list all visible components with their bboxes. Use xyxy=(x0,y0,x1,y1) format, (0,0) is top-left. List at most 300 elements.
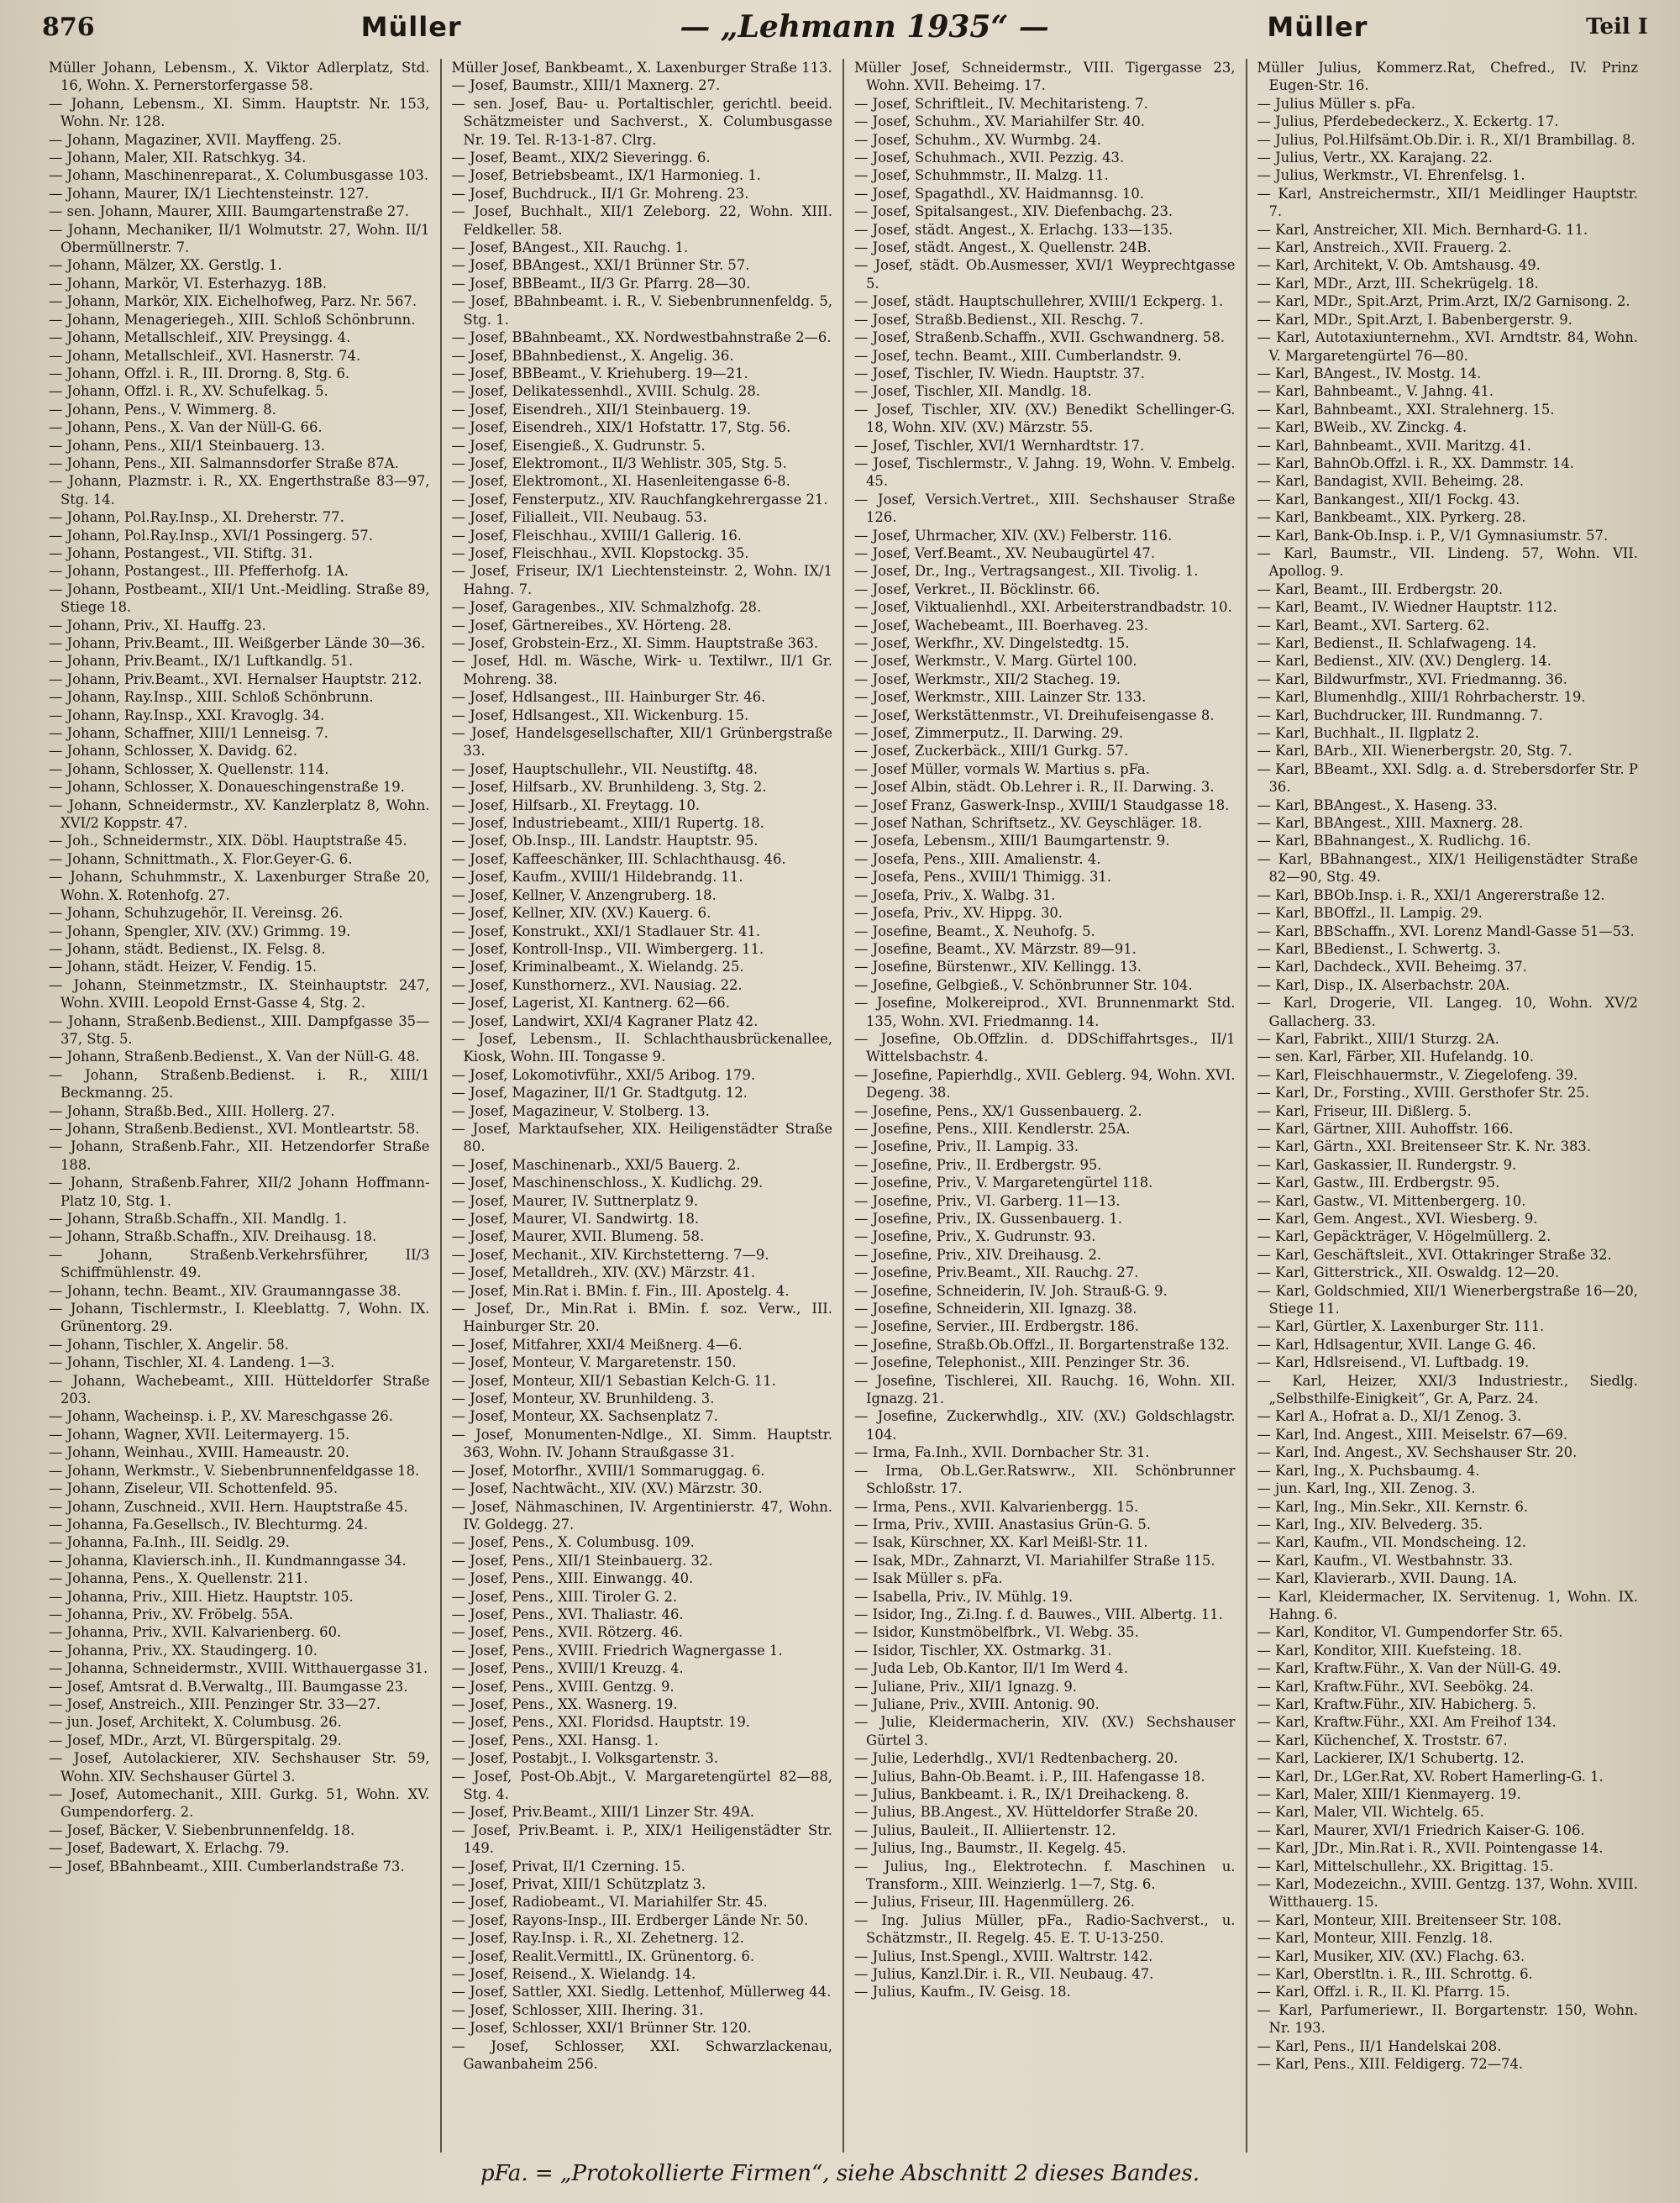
directory-entry: — Josefine, Straßb.Ob.Offzl., II. Borgartenstraße 132. xyxy=(854,1336,1230,1353)
directory-entry: — Karl, Bankangest., XII/1 Fockg. 43. xyxy=(1257,491,1520,507)
directory-entry: — Josefine, Gelbgieß., V. Schönbrunner Str. 104. xyxy=(854,976,1193,993)
directory-entry: — Karl, Gärtner, XIII. Auhoffstr. 166. xyxy=(1257,1120,1514,1137)
directory-entry: Müller Josef, Schneidermstr., VIII. Tigergasse 23, Wohn. XVII. Beheimg. 17. xyxy=(854,60,1236,94)
directory-entry: — Josefine, Servier., III. Erdbergstr. 186. xyxy=(854,1318,1139,1335)
directory-entry: — Josef, Pens., XII/1 Steinbauerg. 32. xyxy=(451,1552,713,1569)
directory-entry: — Johanna, Fa.Inh., III. Seidlg. 29. xyxy=(49,1534,290,1551)
directory-entry: — Josef, Eisengieß., X. Gudrunstr. 5. xyxy=(451,437,706,454)
directory-entry: — Johann, Lebensm., XI. Simm. Hauptstr. Nr. 153, Wohn. Nr. 128. xyxy=(49,95,430,130)
directory-entry: — Josef, Amtsrat d. B.Verwaltg., III. Baumgasse 23. xyxy=(49,1678,408,1695)
directory-entry: — Josefine, Priv.Beamt., XII. Rauchg. 27. xyxy=(854,1264,1139,1281)
directory-entry: — Johann, Pol.Ray.Insp., XVI/1 Possingerg. 57. xyxy=(49,527,373,544)
directory-entry: — Josef, Beamt., XIX/2 Sieveringg. 6. xyxy=(451,150,711,166)
directory-entry: — Julius, Kaufm., IV. Geisg. 18. xyxy=(854,1984,1071,2001)
directory-entry: — Josef, Min.Rat i. BMin. f. Fin., III. Apostelg. 4. xyxy=(451,1282,790,1299)
directory-entry: — Karl, Kraftw.Führ., XIV. Habicherg. 5. xyxy=(1257,1696,1536,1712)
directory-entry: — Josef, Maurer, VI. Sandwirtg. 18. xyxy=(451,1211,700,1227)
directory-entry: — Josefine, Tischlerei, XII. Rauchg. 16, Wohn. XII. Ignazg. 21. xyxy=(854,1372,1236,1407)
directory-entry: — Josef, Monteur, XII/1 Sebastian Kelch-G. 11. xyxy=(451,1372,776,1389)
directory-entry: — Josef, Landwirt, XXI/4 Kagraner Platz 42. xyxy=(451,1012,759,1029)
directory-entry: — Karl, Offzl. i. R., II. Kl. Pfarrg. 15. xyxy=(1257,1984,1510,2001)
directory-entry: — Johann, Pens., XII. Salmannsdorfer Straße 87A. xyxy=(49,455,399,471)
directory-entry: — Karl, Bedienst., XIV. (XV.) Denglerg. 14. xyxy=(1257,653,1552,670)
directory-entry: — Karl, Autotaxiunternehm., XVI. Arndtstr. 84, Wohn. V. Margaretengürtel 76—80. xyxy=(1257,329,1638,364)
directory-entry: — Karl, Modezeichn., XVIII. Gentzg. 137, Wohn. XVIII. Witthauerg. 15. xyxy=(1257,1876,1638,1911)
directory-entry: — Josef, Betriebsbeamt., IX/1 Harmonieg. 1. xyxy=(451,167,761,184)
directory-entry: — Karl, Dr., Forsting., XVIII. Gersthofer Str. 25. xyxy=(1257,1085,1590,1102)
directory-entry: — Johann, Wacheinsp. i. P., XV. Mareschgasse 26. xyxy=(49,1408,394,1425)
column-1 xyxy=(49,59,440,2153)
directory-entry: — Josef, Pens., XVII. Rötzerg. 46. xyxy=(451,1624,683,1641)
directory-entry: — Julius, Bauleit., II. Alliiertenstr. 12. xyxy=(854,1822,1116,1838)
directory-entry: — Johann, Offzl. i. R., III. Drorng. 8, Stg. 6. xyxy=(49,365,350,381)
directory-entry: — Karl, Konditor, VI. Gumpendorfer Str. 65. xyxy=(1257,1624,1563,1641)
directory-entry: — Johann, Markör, XIX. Eichelhofweg, Parz. Nr. 567. xyxy=(49,293,417,310)
directory-entry: — Josef, Spitalsangest., XIV. Diefenbachg. 23. xyxy=(854,203,1173,220)
directory-entry: — Josef, Tischler, XVI/1 Wernhardtstr. 17. xyxy=(854,437,1145,454)
directory-entry: — Josef, Post-Ob.Abjt., V. Margaretengürtel 82—88, Stg. 4. xyxy=(451,1768,832,1802)
directory-entry: — Josef, BAngest., XII. Rauchg. 1. xyxy=(451,239,689,256)
directory-entry: — Karl, Blumenhdlg., XIII/1 Rohrbacherstr. 19. xyxy=(1257,689,1586,706)
directory-entry: — Josefa, Pens., XVIII/1 Thimigg. 31. xyxy=(854,869,1112,886)
directory-entry: — Josef, Magazineur, V. Stolberg. 13. xyxy=(451,1102,710,1119)
directory-entry: — Josefa, Priv., X. Walbg. 31. xyxy=(854,886,1056,903)
directory-entry: — Josef, Ray.Insp. i. R., XI. Zehetnerg. 12. xyxy=(451,1930,744,1947)
directory-entry: — Josef, Uhrmacher, XIV. (XV.) Felberstr. 116. xyxy=(854,527,1173,544)
directory-entry: — Johann, Priv.Beamt., III. Weißgerber Lände 30—36. xyxy=(49,635,426,651)
directory-entry: — Karl, Dachdeck., XVII. Beheimg. 37. xyxy=(1257,959,1527,975)
footer-note: pFa. = „Protokollierte Firmen“, siehe Abschnitt 2 dieses Bandes. xyxy=(480,2161,1200,2186)
directory-entry: — Johanna, Priv., XIII. Hietz. Hauptstr. 105. xyxy=(49,1588,354,1605)
directory-entry: — Karl, Monteur, XIII. Fenzlg. 18. xyxy=(1257,1930,1494,1947)
directory-entry: — Josef, Werkmstr., XIII. Lainzer Str. 133. xyxy=(854,689,1147,706)
directory-columns xyxy=(49,59,1648,2153)
directory-entry: — Josef, Hilfsarb., XI. Freytagg. 10. xyxy=(451,797,701,813)
directory-entry: — Johann, Metallschleif., XVI. Hasnerstr. 74. xyxy=(49,347,361,364)
directory-entry: — Josefine, Papierhdlg., XVII. Geblerg. 94, Wohn. XVI. Degeng. 38. xyxy=(854,1066,1236,1102)
directory-entry: — Johann, Pens., XII/1 Steinbauerg. 13. xyxy=(49,437,325,454)
directory-entry: — Karl, BBahnangest., X. Rudlichg. 16. xyxy=(1257,833,1531,849)
directory-entry: — Johann, Straßenb.Bedienst. i. R., XIII/1 Beckmanng. 25. xyxy=(49,1066,430,1102)
directory-entry: — Josef, Delikatessenhdl., XVIII. Schulg. 28. xyxy=(451,383,760,400)
directory-entry: — Josef, Baumstr., XIII/1 Maxnerg. 27. xyxy=(451,77,721,94)
directory-entry: — Karl, Ing., X. Puchsbaumg. 4. xyxy=(1257,1462,1480,1479)
directory-entry: — Karl, Bahnbeamt., V. Jahng. 41. xyxy=(1257,383,1494,400)
directory-entry: — Johann, Offzl. i. R., XV. Schufelkag. 5. xyxy=(49,383,328,400)
directory-entry: — Ing. Julius Müller, pFa., Radio-Sachverst., u. Schätzmstr., II. Regelg. 45. E. T. U-13-250. xyxy=(854,1911,1236,1947)
directory-entry: — Johann, Straßb.Schaffn., XII. Mandlg. 1. xyxy=(49,1211,347,1227)
directory-entry: — Karl, MDr., Spit.Arzt, Prim.Arzt, IX/2 Garnisong. 2. xyxy=(1257,293,1630,310)
directory-entry: — Johann, Straßb.Bed., XIII. Hollerg. 27. xyxy=(49,1102,335,1119)
directory-entry: — Josef, Privat, II/1 Czerning. 15. xyxy=(451,1858,685,1874)
directory-entry: — sen. Johann, Maurer, XIII. Baumgartenstraße 27. xyxy=(49,203,409,220)
directory-entry: — Josef, Handelsgesellschafter, XII/1 Grünbergstraße 33. xyxy=(451,725,832,760)
directory-entry: — Karl, Bildwurfmstr., XVI. Friedmanng. 36. xyxy=(1257,670,1567,687)
directory-entry: — Irma, Ob.L.Ger.Ratswrw., XII. Schönbrunner Schloßstr. 17. xyxy=(854,1462,1236,1497)
directory-entry: — Josef, Ob.Insp., III. Landstr. Hauptstr. 95. xyxy=(451,833,759,849)
directory-entry: — Josef, Metalldreh., XIV. (XV.) Märzstr. 41. xyxy=(451,1264,756,1281)
directory-entry: — Karl, Bandagist, XVII. Beheimg. 28. xyxy=(1257,473,1525,490)
directory-entry: — Josefine, Beamt., XV. Märzstr. 89—91. xyxy=(854,940,1137,957)
directory-entry: — Karl, Bedienst., II. Schlafwageng. 14. xyxy=(1257,635,1536,651)
directory-entry: — Josef, Lokomotivführ., XXI/5 Aribog. 179. xyxy=(451,1066,756,1083)
directory-entry: — Josef, Postabjt., I. Volksgartenstr. 3. xyxy=(451,1750,719,1767)
directory-entry: — Johann, Ray.Insp., XIII. Schloß Schönbrunn. xyxy=(49,689,374,706)
directory-entry: — Julius, Ing., Elektrotechn. f. Maschinen u. Transform., XIII. Weinzierlg. 1—7, Stg. 6. xyxy=(854,1858,1236,1893)
directory-entry: — Johann, Pol.Ray.Insp., XI. Dreherstr. 77. xyxy=(49,509,344,526)
directory-entry: — Johann, Mälzer, XX. Gerstlg. 1. xyxy=(49,257,282,274)
directory-entry: — Johann, Straßenb.Bedienst., XVI. Montleartstr. 58. xyxy=(49,1120,420,1137)
directory-entry: — Johann, Ray.Insp., XXI. Kravoglg. 34. xyxy=(49,707,325,723)
directory-entry: — Karl, Dr., LGer.Rat, XV. Robert Hamerling-G. 1. xyxy=(1257,1768,1604,1785)
directory-entry: — Josef, Tischlermstr., V. Jahng. 19, Wohn. V. Embelg. 45. xyxy=(854,455,1236,490)
directory-entry: — Johanna, Fa.Gesellsch., IV. Blechturmg. 24. xyxy=(49,1516,369,1533)
directory-entry: — Karl, Hdlsagentur, XVII. Lange G. 46. xyxy=(1257,1336,1536,1353)
directory-entry: — Johann, Priv.Beamt., IX/1 Luftkandlg. 51. xyxy=(49,653,354,670)
directory-entry: — Josefa, Priv., XV. Hippg. 30. xyxy=(854,905,1063,922)
directory-entry: — sen. Josef, Bau- u. Portaltischler, gerichtl. beeid. Schätzmeister und Sachverst., X. Columbusgasse Nr. 19. Tel. R-13-1-87. Clrg. xyxy=(451,95,832,148)
directory-entry: — Josef, Friseur, IX/1 Liechtensteinstr. 2, Wohn. IX/1 Hahng. 7. xyxy=(451,563,832,597)
directory-entry: — Karl, MDr., Spit.Arzt, I. Babenbergerstr. 9. xyxy=(1257,311,1572,328)
directory-entry: — Johann, techn. Beamt., XIV. Graumanngasse 38. xyxy=(49,1282,402,1299)
column-4 xyxy=(1246,59,1649,2153)
directory-entry: — Josef, Konstrukt., XXI/1 Stadlauer Str. 41. xyxy=(451,923,761,939)
directory-entry: — Josef, Maschinenarb., XXI/5 Bauerg. 2. xyxy=(451,1156,741,1173)
directory-entry: — Karl, Parfumeriewr., II. Borgartenstr. 150, Wohn. Nr. 193. xyxy=(1257,2001,1638,2037)
directory-entry: — Josef, Tischler, IV. Wiedn. Hauptstr. 37. xyxy=(854,365,1145,381)
directory-entry: — Julius, Pol.Hilfsämt.Ob.Dir. i. R., XI/1 Brambillag. 8. xyxy=(1257,131,1635,148)
directory-entry: — Josef, Gärtnereibes., XV. Hörteng. 28. xyxy=(451,617,732,634)
directory-entry: — Josefine, Priv., VI. Garberg. 11—13. xyxy=(854,1192,1121,1209)
directory-entry: — Josef, techn. Beamt., XIII. Cumberlandstr. 9. xyxy=(854,347,1182,364)
directory-entry: — Josef, Garagenbes., XIV. Schmalzhofg. 28. xyxy=(451,599,762,616)
directory-entry: — Josef, Grobstein-Erz., XI. Simm. Hauptstraße 363. xyxy=(451,635,819,651)
directory-entry: — Johann, Mechaniker, II/1 Wolmutstr. 27, Wohn. II/1 Obermüllnerstr. 7. xyxy=(49,221,430,256)
directory-entry: — Johann, Pens., X. Van der Nüll-G. 66. xyxy=(49,419,323,436)
directory-entry: — Karl, Anstreichermstr., XII/1 Meidlinger Hauptstr. 7. xyxy=(1257,185,1638,220)
directory-entry: — Karl, Kaufm., VII. Mondscheing. 12. xyxy=(1257,1534,1526,1551)
directory-entry: — Johanna, Klaviersch.inh., II. Kundmanngasse 34. xyxy=(49,1552,407,1569)
directory-entry: — Julius, Kanzl.Dir. i. R., VII. Neubaug. 47. xyxy=(854,1966,1154,1983)
directory-entry: — Johann, Steinmetzmstr., IX. Steinhauptstr. 247, Wohn. XVIII. Leopold Ernst-Gasse 4, Stg. 2. xyxy=(49,976,430,1012)
directory-entry: — Karl, Klavierarb., XVII. Daung. 1A. xyxy=(1257,1570,1517,1587)
directory-entry: — Josefine, Priv., V. Margaretengürtel 118. xyxy=(854,1175,1153,1191)
directory-entry: — Josef, Kriminalbeamt., X. Wielandg. 25. xyxy=(451,959,744,975)
directory-entry: — Karl, Gem. Angest., XVI. Wiesberg. 9. xyxy=(1257,1211,1538,1227)
directory-entry: — Josef, Werkmstr., XII/2 Stacheg. 19. xyxy=(854,670,1121,687)
directory-entry: — Josef, BBahnbeamt., XX. Nordwestbahnstraße 2—6. xyxy=(451,329,832,346)
directory-entry: — Karl, Ing., Min.Sekr., XII. Kernstr. 6. xyxy=(1257,1498,1529,1515)
directory-entry: — Karl, Bank-Ob.Insp. i. P., V/1 Gymnasiumstr. 57. xyxy=(1257,527,1609,544)
directory-entry: — Josef, Fensterputz., XIV. Rauchfangkehrergasse 21. xyxy=(451,491,828,507)
directory-entry: — Josef, Badewart, X. Erlachg. 79. xyxy=(49,1840,290,1857)
directory-entry: — Josefine, Schneiderin, XII. Ignazg. 38. xyxy=(854,1301,1137,1317)
directory-entry: — Juliane, Priv., XVIII. Antonig. 90. xyxy=(854,1696,1100,1712)
directory-entry: — Karl, Goldschmied, XII/1 Wienerbergstraße 16—20, Stiege 11. xyxy=(1257,1282,1638,1317)
directory-entry: — Johann, Wagner, XVII. Leitermayerg. 15. xyxy=(49,1426,350,1443)
directory-entry: — Karl, Maurer, XVI/1 Friedrich Kaiser-G. 106. xyxy=(1257,1822,1585,1838)
directory-entry: — Josef, Hdlsangest., III. Hainburger Str. 46. xyxy=(451,689,766,706)
directory-entry: — Karl, Gaskassier, II. Rundergstr. 9. xyxy=(1257,1156,1517,1173)
directory-entry: — Julius, Bahn-Ob.Beamt. i. P., III. Hafengasse 18. xyxy=(854,1768,1205,1785)
directory-entry: — Josef, Schriftleit., IV. Mechitaristeng. 7. xyxy=(854,95,1148,112)
directory-entry: — Josef, Versich.Vertret., XIII. Sechshauser Straße 126. xyxy=(854,491,1236,526)
directory-entry: — Julius, Pferdebedeckerz., X. Eckertg. 17. xyxy=(1257,113,1559,130)
directory-entry: — Josef, Kunsthornerz., XVI. Nausiag. 22. xyxy=(451,976,743,993)
directory-entry: — Josef Müller, vormals W. Martius s. pFa. xyxy=(854,760,1150,777)
directory-entry: — Karl, BBSchaffn., XVI. Lorenz Mandl-Gasse 51—53. xyxy=(1257,923,1635,939)
directory-entry: — Josef, Schuhm., XV. Mariahilfer Str. 40. xyxy=(854,113,1145,130)
directory-entry: — Karl, Kleidermacher, IX. Servitenug. 1, Wohn. IX. Hahng. 6. xyxy=(1257,1588,1638,1622)
directory-entry: — Karl, Oberstltn. i. R., III. Schrottg. 6. xyxy=(1257,1966,1533,1983)
directory-entry: — Karl, Fabrikt., XIII/1 Sturzg. 2A. xyxy=(1257,1030,1499,1047)
directory-entry: — Josef, Monteur, XV. Brunhildeng. 3. xyxy=(451,1391,715,1407)
directory-entry: — Julius, Bankbeamt. i. R., IX/1 Dreihackeng. 8. xyxy=(854,1786,1189,1802)
directory-entry: — Johann, städt. Heizer, V. Fendig. 15. xyxy=(49,959,318,975)
directory-entry: — Josef, Dr., Min.Rat i. BMin. f. soz. Verw., III. Hainburger Str. 20. xyxy=(451,1301,832,1335)
directory-entry: — Josef, Werkstättenmstr., VI. Dreihufeisengasse 8. xyxy=(854,707,1215,723)
right-keyword: Müller xyxy=(1267,11,1368,43)
directory-entry: — Johann, Menageriegeh., XIII. Schloß Schönbrunn. xyxy=(49,311,416,328)
directory-entry: — sen. Karl, Färber, XII. Hufelandg. 10. xyxy=(1257,1049,1534,1065)
directory-entry: — Johann, Spengler, XIV. (XV.) Grimmg. 19. xyxy=(49,923,351,939)
directory-entry: — Karl, Maler, VII. Wichtelg. 65. xyxy=(1257,1804,1484,1821)
directory-entry: — Johann, Priv.Beamt., XVI. Hernalser Hauptstr. 212. xyxy=(49,670,423,687)
directory-entry: — Karl, Bankbeamt., XIX. Pyrkerg. 28. xyxy=(1257,509,1526,526)
directory-entry: — Karl, BBahnangest., XIX/1 Heiligenstädter Straße 82—90, Stg. 49. xyxy=(1257,850,1638,886)
directory-entry: — Josef, Filialleit., VII. Neubaug. 53. xyxy=(451,509,707,526)
directory-entry: — Josef, Schuhmmstr., II. Malzg. 11. xyxy=(854,167,1109,184)
directory-entry: — Johann, Schaffner, XIII/1 Lenneisg. 7. xyxy=(49,725,328,742)
directory-entry: — Karl, Heizer, XXI/3 Industriestr., Siedlg. „Selbsthilfe-Einigkeit“, Gr. A, Parz. 24. xyxy=(1257,1372,1638,1407)
directory-entry: — Karl, Kraftw.Führ., XVI. Seebökg. 24. xyxy=(1257,1678,1534,1695)
directory-entry: — Isak, MDr., Zahnarzt, VI. Mariahilfer Straße 115. xyxy=(854,1552,1215,1569)
directory-entry: — Johann, Tischler, XI. 4. Landeng. 1—3. xyxy=(49,1354,335,1371)
directory-entry: — Karl, Anstreicher, XII. Mich. Bernhard-G. 11. xyxy=(1257,221,1588,238)
directory-entry: — Josefine, Telephonist., XIII. Penzinger Str. 36. xyxy=(854,1354,1190,1371)
directory-entry: — Johann, Postangest., III. Pfefferhofg. 1A. xyxy=(49,563,349,580)
directory-entry: — Josef, Monteur, V. Margaretenstr. 150. xyxy=(451,1354,737,1371)
directory-entry: — jun. Josef, Architekt, X. Columbusg. 26. xyxy=(49,1714,342,1731)
directory-entry: — Josef, Pens., XVIII/1 Kreuzg. 4. xyxy=(451,1660,684,1677)
directory-entry: — Josef Nathan, Schriftsetz., XV. Geyschläger. 18. xyxy=(854,815,1203,832)
directory-entry: — Karl, Pens., XIII. Feldigerg. 72—74. xyxy=(1257,2056,1524,2073)
directory-entry: — Julius, Werkmstr., VI. Ehrenfelsg. 1. xyxy=(1257,167,1525,184)
directory-entry: — Josef, städt. Angest., X. Quellenstr. 24B. xyxy=(854,239,1152,256)
directory-entry: — Josef, Sattler, XXI. Siedlg. Lettenhof, Müllerweg 44. xyxy=(451,1984,832,2001)
page-footer xyxy=(0,2161,1680,2195)
directory-entry: — Johann, Schnittmath., X. Flor.Geyer-G. 6. xyxy=(49,850,353,867)
directory-entry: — Josef, Magaziner, II/1 Gr. Stadtgutg. 12. xyxy=(451,1085,748,1102)
directory-entry: — Karl, Disp., IX. Alserbachstr. 20A. xyxy=(1257,976,1510,993)
directory-entry: — Johanna, Priv., XVII. Kalvarienberg. 60. xyxy=(49,1624,342,1641)
directory-entry: — Julius, Ing., Baumstr., II. Kegelg. 45. xyxy=(854,1840,1126,1857)
directory-entry: — Johann, Postbeamt., XII/1 Unt.-Meidling. Straße 89, Stiege 18. xyxy=(49,581,430,616)
directory-entry: — Josef, Tischler, XIV. (XV.) Benedikt Schellinger-G. 18, Wohn. XIV. (XV.) Märzstr. 55. xyxy=(854,401,1236,436)
directory-entry: — Josefine, Molkereiprod., XVI. Brunnenmarkt Std. 135, Wohn. XVI. Friedmanng. 14. xyxy=(854,995,1236,1029)
part-label: Teil I xyxy=(1586,14,1648,39)
directory-entry: — Irma, Pens., XVII. Kalvarienbergg. 15. xyxy=(854,1498,1139,1515)
directory-entry: — Johann, Schuhzugehör, II. Vereinsg. 26. xyxy=(49,905,344,922)
directory-entry: — jun. Karl, Ing., XII. Zenog. 3. xyxy=(1257,1480,1476,1497)
directory-entry: — Johann, Schlosser, X. Donaueschingenstraße 19. xyxy=(49,779,405,796)
directory-entry: — Josefine, Priv., II. Lampig. 33. xyxy=(854,1138,1079,1155)
directory-entry: — Karl, Fleischhauermstr., V. Ziegelofeng. 39. xyxy=(1257,1066,1578,1083)
directory-entry: — Karl, Ing., XIV. Belvederg. 35. xyxy=(1257,1516,1483,1533)
directory-entry: — Johann, Tischler, X. Angeliг. 58. xyxy=(49,1336,289,1353)
directory-entry: — Karl, Kaufm., VI. Westbahnstr. 33. xyxy=(1257,1552,1514,1569)
directory-entry: — Josefine, Priv., XIV. Dreihausg. 2. xyxy=(854,1246,1102,1263)
directory-entry: — Karl, Kraftw.Führ., XXI. Am Freihof 134. xyxy=(1257,1714,1557,1731)
directory-entry: — Johann, Zuschneid., XVII. Hern. Hauptstraße 45. xyxy=(49,1498,408,1515)
directory-entry: — Josef, Kontroll-Insp., VII. Wimbergerg. 11. xyxy=(451,940,764,957)
directory-entry: — Josef, Kellner, V. Anzengruberg. 18. xyxy=(451,886,717,903)
directory-entry: — Karl, Pens., II/1 Handelskai 208. xyxy=(1257,2037,1502,2054)
directory-entry: — Karl, Beamt., III. Erdbergstr. 20. xyxy=(1257,581,1504,597)
directory-entry: — Karl, Monteur, XIII. Breitenseer Str. 108. xyxy=(1257,1911,1562,1928)
directory-entry: — Karl, Küchenchef, X. Troststr. 67. xyxy=(1257,1732,1508,1748)
directory-entry: — Josefa, Pens., XIII. Amalienstr. 4. xyxy=(854,850,1101,867)
directory-entry: — Irma, Fa.Inh., XVII. Dornbacher Str. 31. xyxy=(854,1444,1150,1461)
directory-entry: — Johann, Maler, XII. Ratschkyg. 34. xyxy=(49,150,307,166)
directory-entry: — Josef, Eisendreh., XII/1 Steinbauerg. 19. xyxy=(451,401,752,418)
directory-entry: — Karl, Gürtler, X. Laxenburger Str. 111. xyxy=(1257,1318,1545,1335)
directory-entry: — Josefine, Priv., X. Gudrunstr. 93. xyxy=(854,1228,1096,1245)
directory-entry: — Josef, Mitfahrer, XXI/4 Meißnerg. 4—6. xyxy=(451,1336,743,1353)
directory-entry: — Josefine, Priv., IX. Gussenbauerg. 1. xyxy=(854,1211,1123,1227)
directory-entry: — Juliane, Priv., XII/1 Ignazg. 9. xyxy=(854,1678,1077,1695)
directory-entry: — Johanna, Pens., X. Quellenstr. 211. xyxy=(49,1570,308,1587)
directory-entry: — Karl, BBedienst., I. Schwertg. 3. xyxy=(1257,940,1501,957)
directory-entry: — Josef, Mechanit., XIV. Kirchstetterng. 7—9. xyxy=(451,1246,769,1263)
directory-entry: — Julie, Lederhdlg., XVI/1 Redtenbacherg. 20. xyxy=(854,1750,1179,1767)
directory-entry: — Irma, Priv., XVIII. Anastasius Grün-G. 5. xyxy=(854,1516,1151,1533)
directory-title: — „Lehmann 1935“ — xyxy=(680,9,1049,45)
directory-entry: — Josef, Verkret., II. Böcklinstr. 66. xyxy=(854,581,1100,597)
directory-entry: — Josef, Hdlsangest., XII. Wickenburg. 15. xyxy=(451,707,749,723)
directory-entry: — Johann, Straßenb.Fahr., XII. Hetzendorfer Straße 188. xyxy=(49,1138,430,1173)
directory-entry: — Johann, Maschinenreparat., X. Columbusgasse 103. xyxy=(49,167,429,184)
directory-entry: — Johann, Ziseleur, VII. Schottenfeld. 95. xyxy=(49,1480,339,1497)
directory-entry: — Josef, Verf.Beamt., XV. Neubaugürtel 47. xyxy=(854,544,1156,561)
directory-entry: — Josef, Schlosser, XIII. Ihering. 31. xyxy=(451,2001,704,2018)
directory-entry: — Josef, Tischler, XII. Mandlg. 18. xyxy=(854,383,1092,400)
directory-entry: — Josef, Pens., XIII. Tiroler G. 2. xyxy=(451,1588,678,1605)
directory-entry: — Josef Albin, städt. Ob.Lehrer i. R., II. Darwing. 3. xyxy=(854,779,1215,796)
directory-entry: — Josef, städt. Hauptschullehrer, XVIII/1 Eckperg. 1. xyxy=(854,293,1224,310)
directory-entry: — Josef, Buchdruck., II/1 Gr. Mohreng. 23. xyxy=(451,185,749,202)
directory-entry: — Karl, BBOffzl., II. Lampig. 29. xyxy=(1257,905,1483,922)
directory-entry: — Isidor, Ing., Zi.Ing. f. d. Bauwes., VIII. Albertg. 11. xyxy=(854,1606,1223,1622)
directory-entry: — Josef, Wachebeamt., III. Boerhaveg. 23. xyxy=(854,617,1148,634)
directory-entry: — Johann, Metallschleif., XIV. Preysingg. 4. xyxy=(49,329,351,346)
directory-entry: — Josef, Kaffeeschänker, III. Schlachthausg. 46. xyxy=(451,850,786,867)
directory-entry: — Josef, städt. Ob.Ausmesser, XVI/1 Weyprechtgasse 5. xyxy=(854,257,1236,292)
directory-entry: — Josef, Zimmerputz., II. Darwing. 29. xyxy=(854,725,1124,742)
directory-entry: — Josef, Nähmaschinen, IV. Argentinierstr. 47, Wohn. IV. Goldegg. 27. xyxy=(451,1498,832,1533)
directory-entry: — Josef, BBahnbedienst., X. Angelig. 36. xyxy=(451,347,734,364)
directory-entry: — Josef, Lebensm., II. Schlachthausbrückenallee, Kiosk, Wohn. III. Tongasse 9. xyxy=(451,1030,832,1065)
directory-entry: — Joh., Schneidermstr., XIX. Döbl. Hauptstraße 45. xyxy=(49,833,407,849)
directory-entry: — Johann, städt. Bedienst., IX. Felsg. 8. xyxy=(49,940,326,957)
directory-entry: — Karl, Mittelschullehr., XX. Brigittag. 15. xyxy=(1257,1858,1554,1874)
directory-entry: — Josefine, Zuckerwhdlg., XIV. (XV.) Goldschlagstr. 104. xyxy=(854,1408,1236,1443)
directory-entry: — Johann, Priv., XI. Hauffg. 23. xyxy=(49,617,266,634)
directory-entry: — Johanna, Priv., XX. Staudingerg. 10. xyxy=(49,1642,318,1659)
directory-entry: — Karl, Beamt., IV. Wiedner Hauptstr. 112. xyxy=(1257,599,1557,616)
directory-entry: — Josef, Nachtwächt., XIV. (XV.) Märzstr. 30. xyxy=(451,1480,763,1497)
directory-entry: — Josef, Pens., X. Columbusg. 109. xyxy=(451,1534,695,1551)
directory-entry: — Johann, Straßenb.Bedienst., X. Van der Nüll-G. 48. xyxy=(49,1049,420,1065)
directory-entry: — Karl, Kraftw.Führ., X. Van der Nüll-G. 49. xyxy=(1257,1660,1562,1677)
directory-entry: — Josef, Dr., Ing., Vertragsangest., XII. Tivolig. 1. xyxy=(854,563,1199,580)
directory-entry: — Josefine, Beamt., X. Neuhofg. 5. xyxy=(854,923,1095,939)
directory-entry: — Johann, Weinhau., XVIII. Hameaustr. 20. xyxy=(49,1444,349,1461)
directory-entry: — Karl A., Hofrat a. D., XI/1 Zenog. 3. xyxy=(1257,1408,1522,1425)
directory-entry: — Josef, Anstreich., XIII. Penzinger Str. 33—27. xyxy=(49,1696,381,1712)
directory-entry: — Josef, Pens., XX. Wasnerg. 19. xyxy=(451,1696,678,1712)
directory-entry: — Josef, Reisend., X. Wielandg. 14. xyxy=(451,1966,696,1983)
directory-entry: — Josef, Bäcker, V. Siebenbrunnenfeldg. 18. xyxy=(49,1822,355,1838)
directory-entry: — Josef, BBAngest., XXI/1 Brünner Str. 57. xyxy=(451,257,750,274)
directory-entry: — Johann, Tischlermstr., I. Kleeblattg. 7, Wohn. IX. Grünentorg. 29. xyxy=(49,1301,430,1335)
directory-entry: — Karl, Anstreich., XVII. Frauerg. 2. xyxy=(1257,239,1512,256)
directory-entry: — Josef, Autolackierer, XIV. Sechshauser Str. 59, Wohn. XIV. Sechshauser Gürtel 3. xyxy=(49,1750,430,1785)
directory-entry: — Karl, BArb., XII. Wienerbergstr. 20, Stg. 7. xyxy=(1257,743,1572,760)
directory-entry: — Karl, Geschäftsleit., XVI. Ottakringer Straße 32. xyxy=(1257,1246,1612,1263)
directory-entry: — Johann, Schlosser, X. Davidg. 62. xyxy=(49,743,297,760)
directory-entry: — Josef, BBahnbeamt. i. R., V. Siebenbrunnenfeldg. 5, Stg. 1. xyxy=(451,293,832,328)
directory-entry: — Julius, BB.Angest., XV. Hütteldorfer Straße 20. xyxy=(854,1804,1199,1821)
directory-entry: — Isak Müller s. pFa. xyxy=(854,1570,1003,1587)
directory-entry: — Josefine, Pens., XX/1 Gussenbauerg. 2. xyxy=(854,1102,1142,1119)
directory-entry: — Karl, BWeib., XV. Zinckg. 4. xyxy=(1257,419,1467,436)
directory-entry: — Johann, Schuhmmstr., X. Laxenburger Straße 20, Wohn. X. Rotenhofg. 27. xyxy=(49,869,430,903)
directory-entry: — Josef, Monumenten-Ndlge., XI. Simm. Hauptstr. 363, Wohn. IV. Johann Straußgasse 31. xyxy=(451,1426,832,1461)
directory-entry: — Josef, Maurer, XVII. Blumeng. 58. xyxy=(451,1228,705,1245)
directory-entry: — Josef, Elektromont., XI. Hasenleitengasse 6-8. xyxy=(451,473,790,490)
directory-entry: — Karl, Baumstr., VII. Lindeng. 57, Wohn. VII. Apollog. 9. xyxy=(1257,544,1638,580)
directory-entry: — Johann, Straßenb.Verkehrsführer, II/3 Schiffmühlenstr. 49. xyxy=(49,1246,430,1281)
directory-entry: — Josefine, Ob.Offzlin. d. DDSchiffahrtsges., II/1 Wittelsbachstr. 4. xyxy=(854,1030,1236,1065)
directory-entry: — Julius, Vertr., XX. Karajang. 22. xyxy=(1257,150,1493,166)
directory-entry: — Johanna, Priv., XV. Fröbelg. 55A. xyxy=(49,1606,294,1622)
directory-entry: — Josef, Schuhmach., XVII. Pezzig. 43. xyxy=(854,150,1125,166)
directory-entry: — Josef, Pens., XXI. Hansg. 1. xyxy=(451,1732,659,1748)
column-3 xyxy=(843,59,1246,2153)
directory-entry: — Josefine, Pens., XIII. Kendlerstr. 25A. xyxy=(854,1120,1131,1137)
directory-entry: — Josef, Pens., XVIII. Gentzg. 9. xyxy=(451,1678,675,1695)
directory-entry: — Karl, Buchhalt., II. Ilgplatz 2. xyxy=(1257,725,1479,742)
directory-entry: — Johann, Pens., V. Wimmerg. 8. xyxy=(49,401,276,418)
directory-entry: — Johann, Maurer, IX/1 Liechtensteinstr. 127. xyxy=(49,185,370,202)
directory-entry: — Josef, Straßenb.Schaffn., XVII. Gschwandnerg. 58. xyxy=(854,329,1225,346)
directory-entry: — Josefine, Priv., II. Erdbergstr. 95. xyxy=(854,1156,1102,1173)
directory-entry: — Josef, Fleischhau., XVIII/1 Gallerig. 16. xyxy=(451,527,742,544)
directory-entry: Müller Johann, Lebensm., X. Viktor Adlerplatz, Std. 16, Wohn. X. Pernerstorfergasse 58. xyxy=(49,60,430,94)
directory-entry: — Josef, Motorfhr., XVIII/1 Sommaruggag. 6. xyxy=(451,1462,765,1479)
directory-entry: — Karl, Musiker, XIV. (XV.) Flachg. 63. xyxy=(1257,1948,1525,1964)
directory-entry: — Karl, JDr., Min.Rat i. R., XVII. Pointengasse 14. xyxy=(1257,1840,1604,1857)
directory-entry: — Juda Leb, Ob.Kantor, II/1 Im Werd 4. xyxy=(854,1660,1129,1677)
directory-entry: — Josef, Viktualienhdl., XXI. Arbeiterstrandbadstr. 10. xyxy=(854,599,1232,616)
directory-entry: — Josefine, Schneiderin, IV. Joh. Strauß-G. 9. xyxy=(854,1282,1168,1299)
directory-entry: — Josef, Werkmstr., V. Marg. Gürtel 100. xyxy=(854,653,1137,670)
directory-entry: — Johann, Markör, VI. Esterhazyg. 18B. xyxy=(49,275,328,292)
directory-entry: — Josef, MDr., Arzt, VI. Bürgerspitalg. 29. xyxy=(49,1732,342,1748)
directory-entry: — Isabella, Priv., IV. Mühlg. 19. xyxy=(854,1588,1074,1605)
directory-entry: — Josefa, Lebensm., XIII/1 Baumgartenstr. 9. xyxy=(854,833,1170,849)
